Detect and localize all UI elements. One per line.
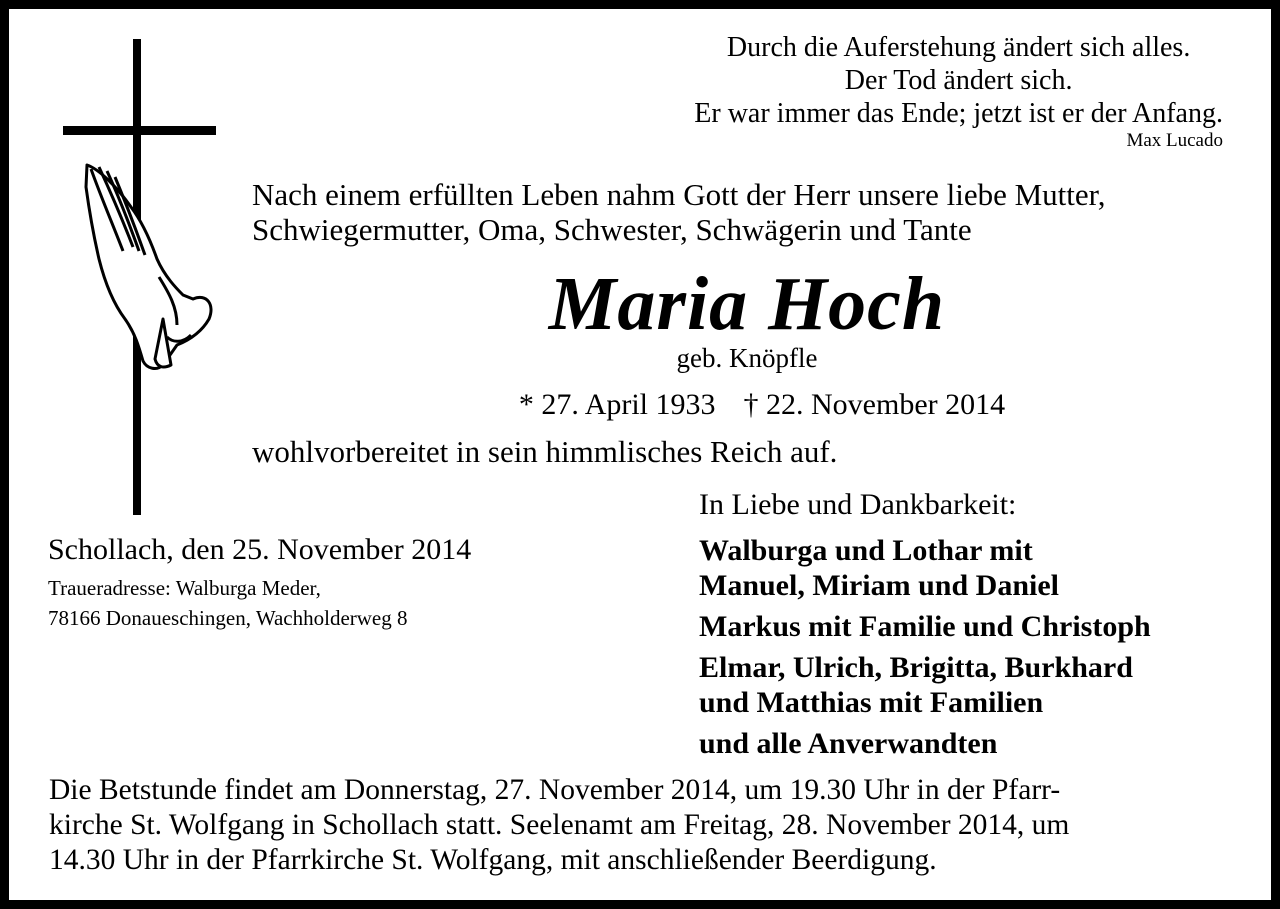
cross-with-hands bbox=[59, 37, 219, 517]
intro-line: Schwiegermutter, Oma, Schwester, Schwägerin und Tante bbox=[252, 212, 972, 247]
footer-line: kirche St. Wolfgang in Schollach statt. Seelenamt am Freitag, 28. November 2014, um bbox=[49, 809, 1070, 841]
quote-block bbox=[694, 31, 1223, 152]
mourner-line: und alle Anverwandten bbox=[699, 727, 998, 760]
quote-line: Durch die Auferstehung ändert sich alles. bbox=[726, 32, 1191, 63]
outro-text: wohlvorbereitet in sein himmlisches Reich auf. bbox=[252, 434, 838, 469]
mourner-group bbox=[699, 533, 1151, 603]
address-line: Traueradresse: Walburga Meder, bbox=[48, 576, 321, 600]
mourning-address bbox=[48, 573, 408, 633]
mourners-list bbox=[699, 533, 1151, 761]
mourner-line: Manuel, Miriam und Daniel bbox=[699, 569, 1060, 602]
birth-date: * 27. April 1933 bbox=[518, 388, 716, 421]
mourner-line: Walburga und Lothar mit bbox=[699, 534, 1033, 567]
quote-line: Der Tod ändert sich. bbox=[844, 65, 1073, 96]
intro-text bbox=[252, 177, 1106, 247]
mourner-group bbox=[699, 726, 1151, 761]
footer-line: 14.30 Uhr in der Pfarrkirche St. Wolfgang, mit anschließender Beerdigung. bbox=[49, 844, 937, 876]
quote-author: Max Lucado bbox=[1126, 130, 1223, 151]
cross-icon bbox=[59, 37, 219, 517]
mourner-group bbox=[699, 609, 1151, 644]
mourner-line: Elmar, Ulrich, Brigitta, Burkhard bbox=[699, 651, 1133, 684]
thanks-line: In Liebe und Dankbarkeit: bbox=[699, 488, 1017, 521]
birth-name: geb. Knöpfle bbox=[676, 343, 818, 373]
life-dates bbox=[252, 387, 1272, 423]
address-line: 78166 Donaueschingen, Wachholderweg 8 bbox=[48, 606, 408, 630]
mourner-line: und Matthias mit Familien bbox=[699, 686, 1044, 719]
footer-line: Die Betstunde findet am Donnerstag, 27. November 2014, um 19.30 Uhr in der Pfarr- bbox=[49, 774, 1061, 806]
death-date: † 22. November 2014 bbox=[743, 388, 1006, 421]
praying-hands-icon bbox=[86, 165, 211, 368]
deceased-name: Maria Hoch bbox=[548, 262, 946, 346]
place-date: Schollach, den 25. November 2014 bbox=[48, 533, 472, 566]
mourner-line: Markus mit Familie und Christoph bbox=[699, 610, 1151, 643]
service-details bbox=[49, 773, 1069, 878]
mourner-group bbox=[699, 650, 1151, 720]
intro-line: Nach einem erfüllten Leben nahm Gott der Herr unsere liebe Mutter, bbox=[252, 177, 1106, 212]
quote-line: Er war immer das Ende; jetzt ist er der Anfang. bbox=[694, 98, 1223, 129]
